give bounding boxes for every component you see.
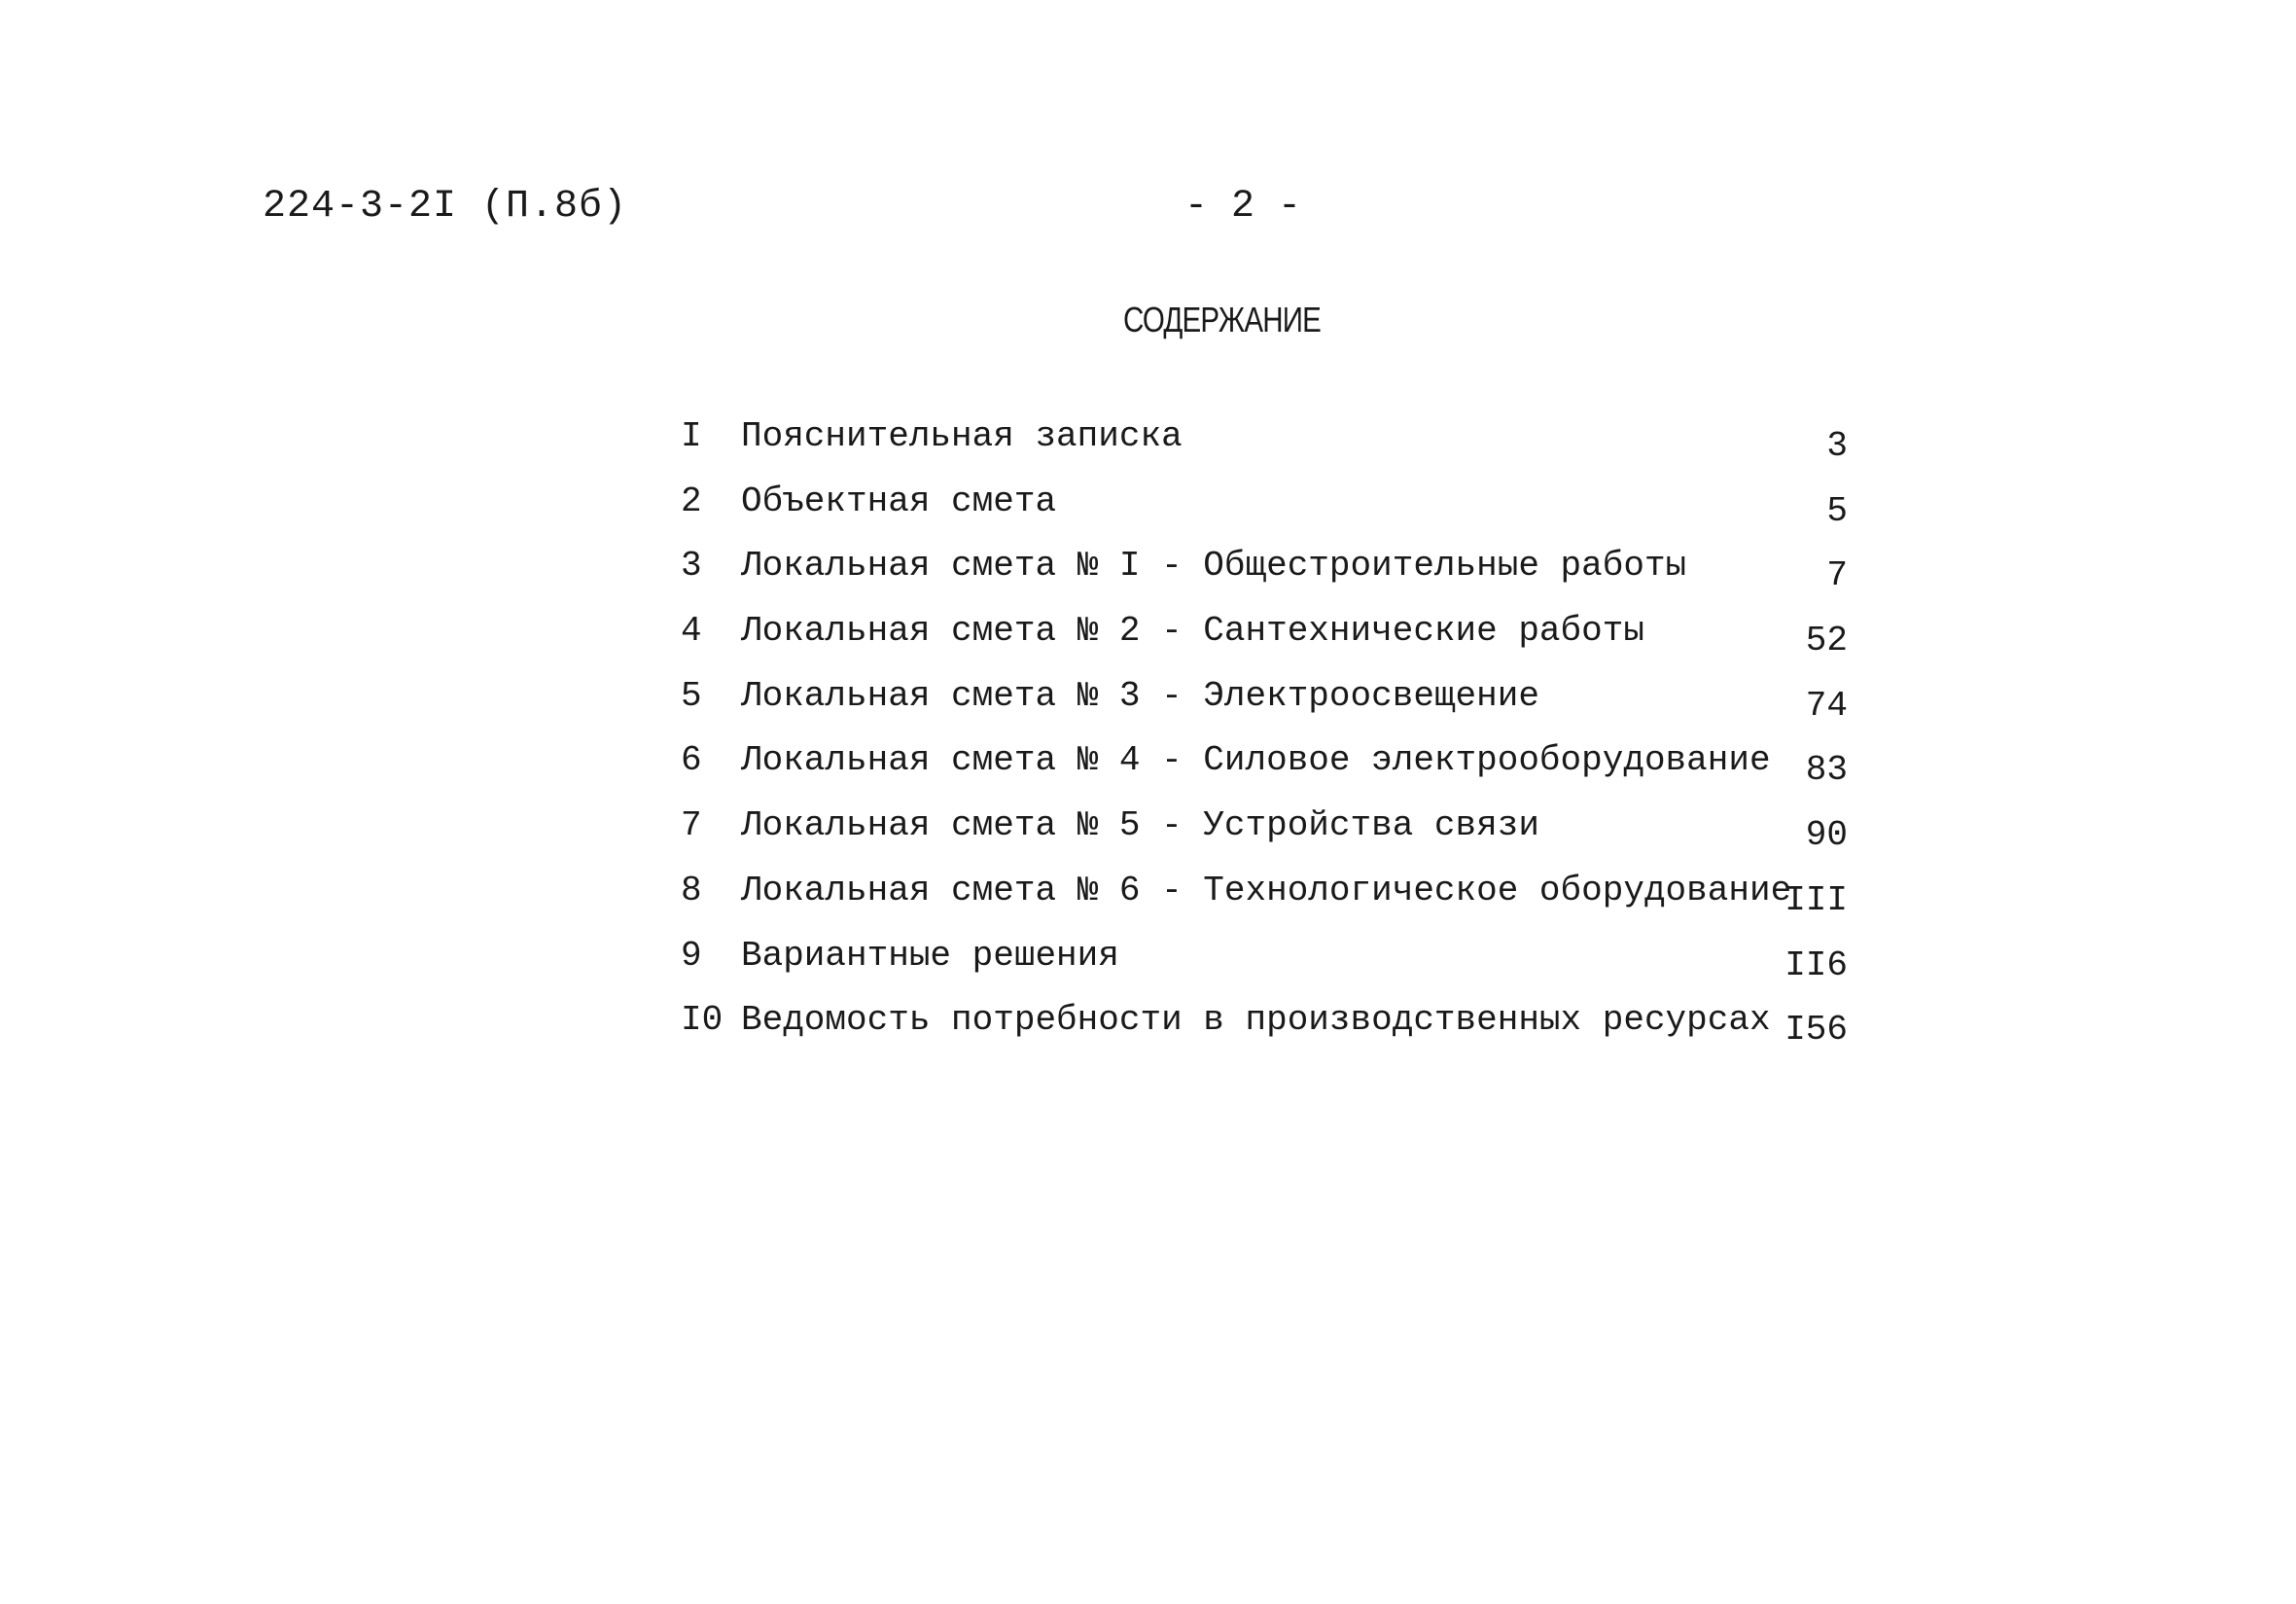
toc-item (681, 608, 1848, 673)
toc-item (681, 868, 1848, 933)
toc-title: СОДЕРЖАНИЕ (1123, 300, 1322, 339)
toc-item-page: 5 (1826, 490, 1848, 531)
toc-item-title: Ведомость потребности в производственных ресурсах (741, 1000, 1771, 1041)
toc-item-number: I0 (681, 1000, 724, 1041)
toc-item-title: Локальная смета № 6 - Технологическое оборудование (741, 870, 1792, 910)
toc-item-page: 52 (1805, 621, 1848, 661)
toc-item-page: 74 (1805, 685, 1848, 726)
toc-item-number: 6 (681, 740, 702, 781)
toc-item-page: III (1784, 879, 1848, 920)
document-code: 224-3-2I (П.8б) (263, 185, 628, 229)
toc-item (681, 479, 1848, 544)
toc-item (681, 933, 1848, 998)
page-number: - 2 - (1184, 185, 1302, 229)
toc-item-page: I56 (1784, 1010, 1848, 1051)
toc-item (681, 543, 1848, 608)
toc-item-title: Объектная смета (741, 481, 1057, 521)
toc-item (681, 737, 1848, 802)
toc-item-title: Локальная смета № 2 - Сантехнические работы (741, 611, 1644, 652)
toc-item-number: 2 (681, 481, 702, 521)
toc-item (681, 413, 1848, 479)
toc-item (681, 802, 1848, 868)
toc-item-number: 4 (681, 611, 702, 652)
toc-item-title: Локальная смета № 5 - Устройства связи (741, 805, 1539, 846)
toc-item-title: Локальная смета № I - Общестроительные работы (741, 546, 1687, 587)
toc-item-number: 3 (681, 546, 702, 587)
toc-item (681, 673, 1848, 738)
toc-item-number: 9 (681, 935, 702, 976)
toc-item-number: 7 (681, 805, 702, 846)
toc-item-page: II6 (1784, 945, 1848, 985)
toc-item-title: Локальная смета № 3 - Электроосвещение (741, 675, 1539, 716)
toc-item-title: Локальная смета № 4 - Силовое электрооборудование (741, 740, 1771, 781)
toc-item-title: Вариантные решения (741, 935, 1119, 976)
toc-item-title: Пояснительная записка (741, 416, 1183, 456)
toc-item-page: 7 (1826, 555, 1848, 596)
toc-item-page: 3 (1826, 426, 1848, 466)
table-of-contents (681, 413, 1848, 1062)
toc-item-number: 5 (681, 675, 702, 716)
toc-item-number: 8 (681, 870, 702, 910)
toc-item-page: 83 (1805, 750, 1848, 791)
toc-item-page: 90 (1805, 815, 1848, 856)
toc-item-number: I (681, 416, 702, 456)
toc-item (681, 997, 1848, 1062)
